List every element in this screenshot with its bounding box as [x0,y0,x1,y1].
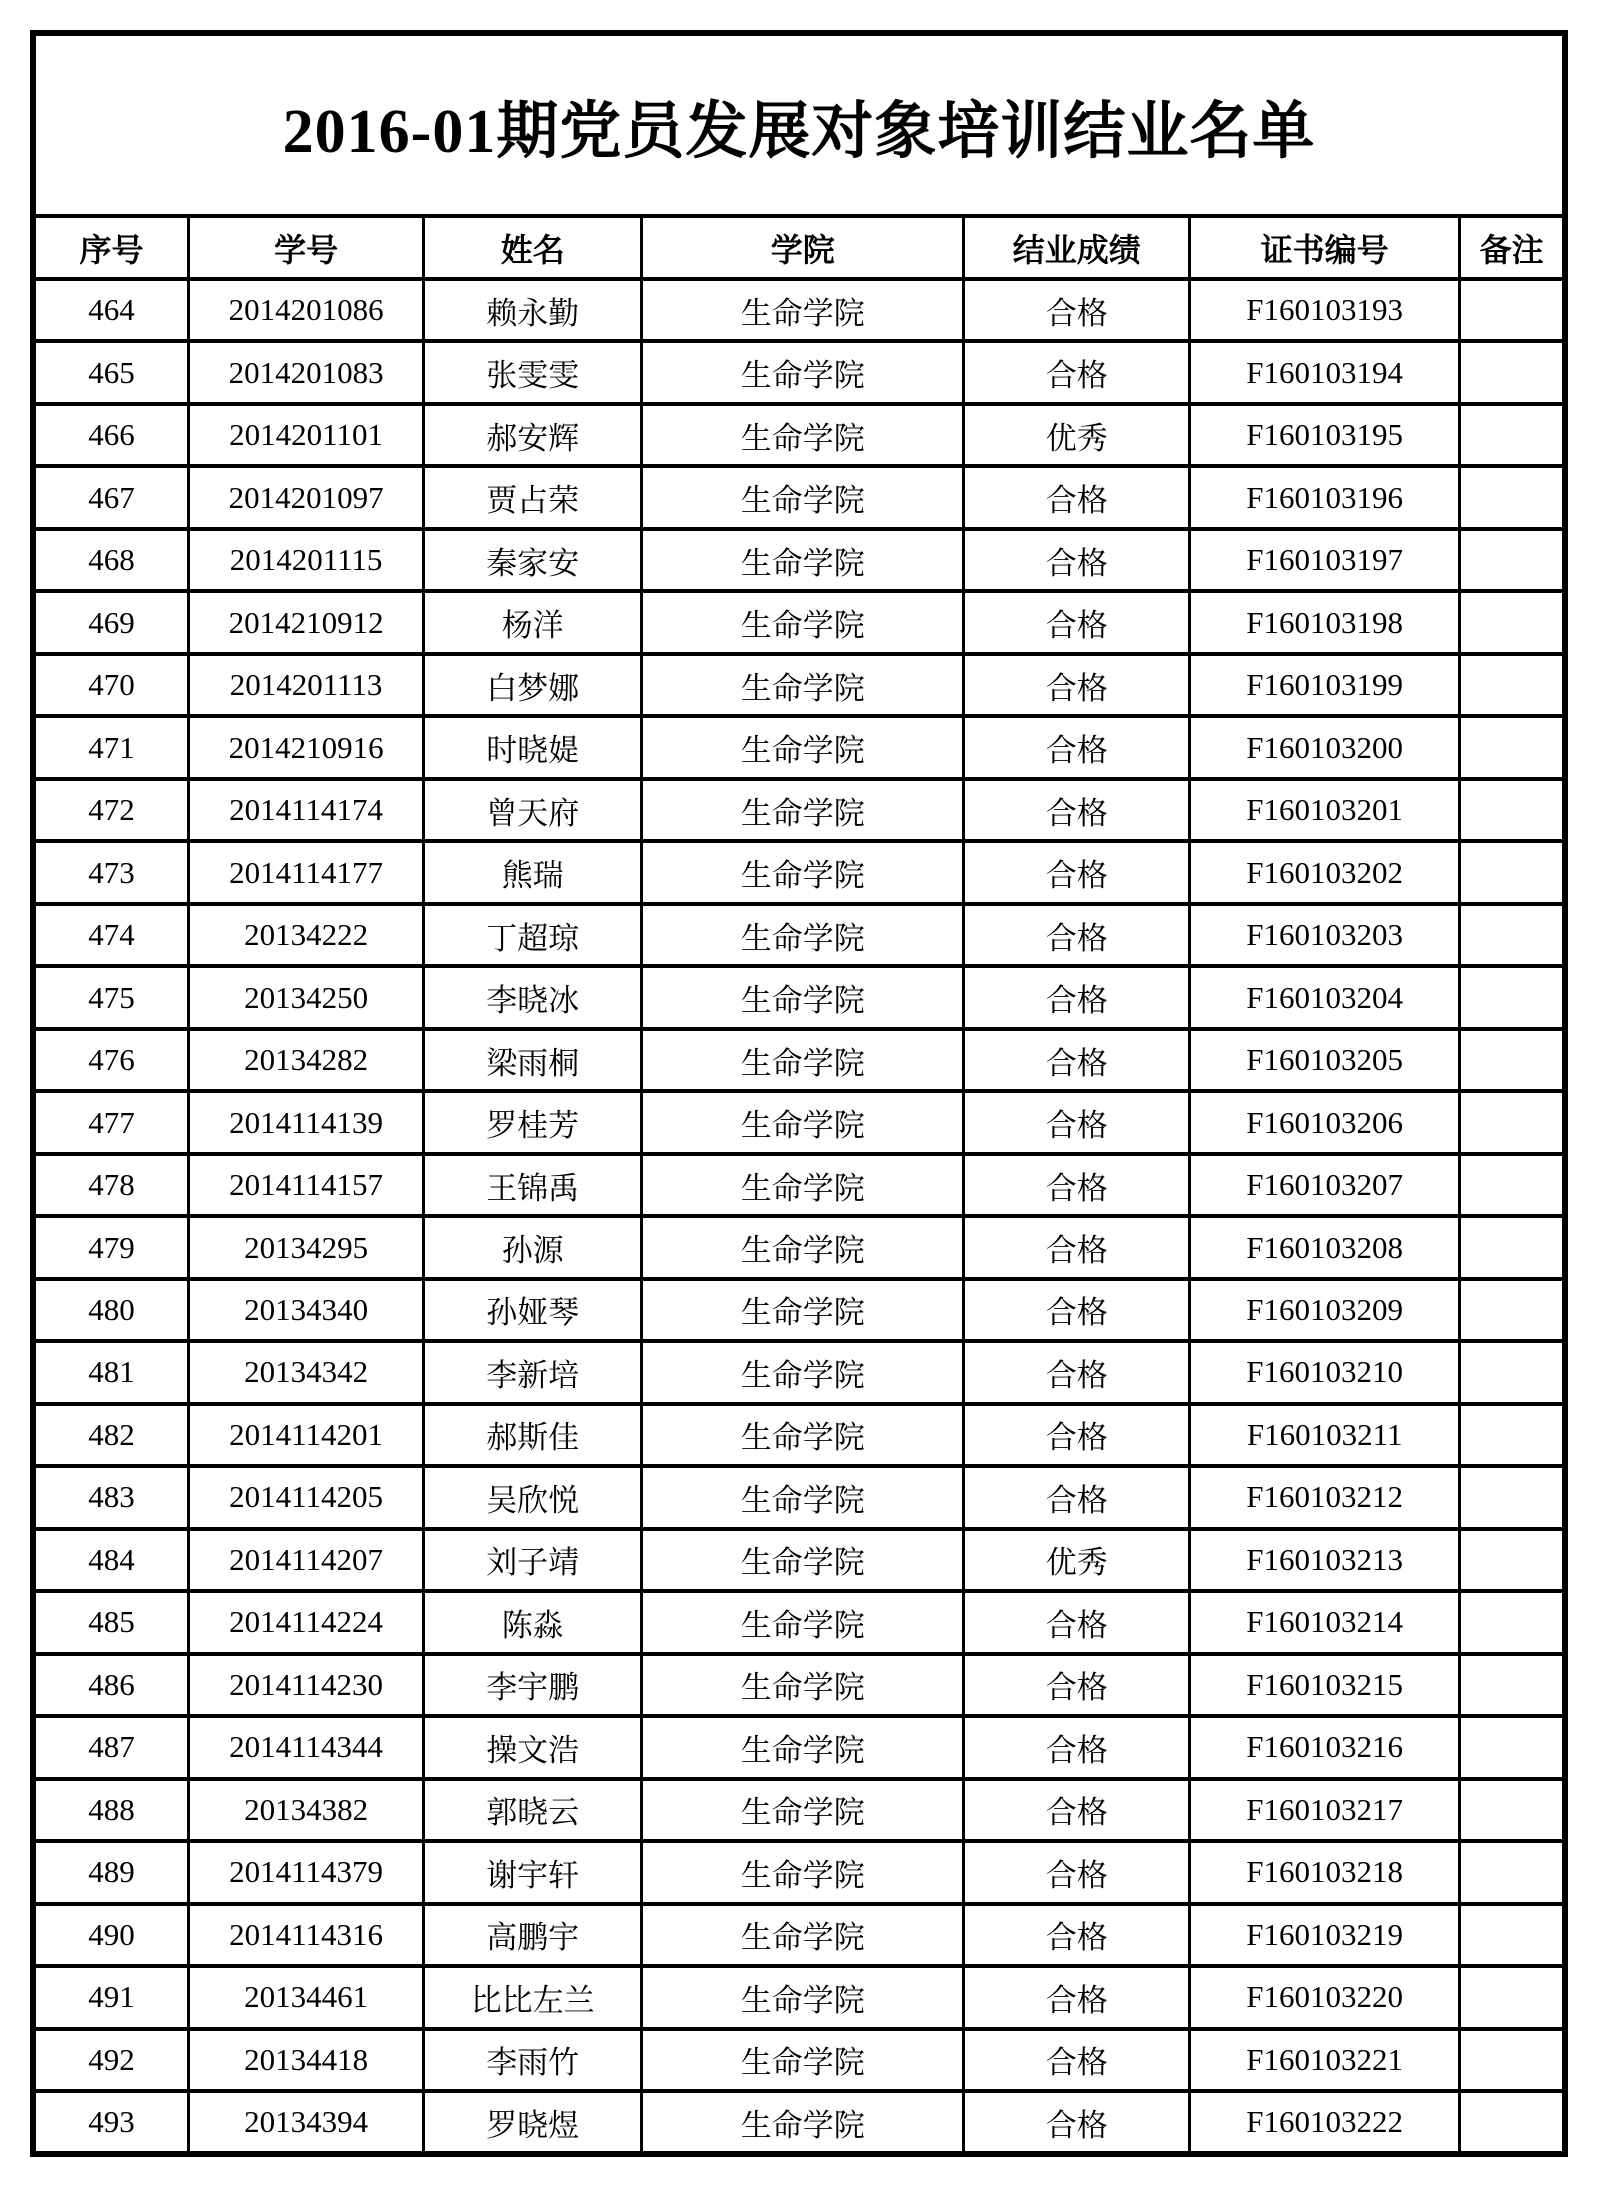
cell-name: 白梦娜 [424,654,642,716]
cell-remark [1460,591,1562,653]
cell-name: 比比左兰 [424,1966,642,2028]
cell-index: 472 [36,779,189,841]
cell-student-id: 2014114379 [189,1841,424,1903]
cell-remark [1460,1716,1562,1778]
table-row [36,529,1562,591]
cell-certificate-no: F160103212 [1190,1466,1460,1528]
cell-student-id: 2014114205 [189,1466,424,1528]
table-row [36,1529,1562,1591]
cell-certificate-no: F160103211 [1190,1404,1460,1466]
cell-name: 杨洋 [424,591,642,653]
cell-student-id: 2014114207 [189,1529,424,1591]
cell-student-id: 2014114157 [189,1154,424,1216]
cell-remark [1460,1279,1562,1341]
cell-index: 490 [36,1904,189,1966]
cell-name: 操文浩 [424,1716,642,1778]
col-header-student-id: 学号 [189,218,424,279]
cell-student-id: 2014114344 [189,1716,424,1778]
cell-grade: 合格 [964,1029,1190,1091]
cell-grade: 合格 [964,654,1190,716]
cell-remark [1460,654,1562,716]
cell-college: 生命学院 [642,529,964,591]
cell-grade: 合格 [964,1404,1190,1466]
cell-grade: 合格 [964,529,1190,591]
cell-college: 生命学院 [642,1154,964,1216]
cell-student-id: 2014201115 [189,529,424,591]
cell-name: 熊瑞 [424,841,642,903]
cell-certificate-no: F160103201 [1190,779,1460,841]
table-row [36,1466,1562,1528]
cell-remark [1460,1779,1562,1841]
cell-college: 生命学院 [642,1466,964,1528]
cell-college: 生命学院 [642,1716,964,1778]
cell-index: 466 [36,404,189,466]
cell-index: 468 [36,529,189,591]
cell-name: 高鹏宇 [424,1904,642,1966]
cell-remark [1460,1529,1562,1591]
cell-student-id: 2014201083 [189,341,424,403]
cell-name: 郭晓云 [424,1779,642,1841]
table-row [36,1591,1562,1653]
cell-certificate-no: F160103220 [1190,1966,1460,2028]
cell-remark [1460,529,1562,591]
table-row [36,1654,1562,1716]
cell-index: 474 [36,904,189,966]
cell-name: 时晓媞 [424,716,642,778]
cell-college: 生命学院 [642,1029,964,1091]
col-header-name: 姓名 [424,218,642,279]
cell-student-id: 2014114177 [189,841,424,903]
cell-grade: 合格 [964,1654,1190,1716]
cell-index: 478 [36,1154,189,1216]
cell-college: 生命学院 [642,1341,964,1403]
cell-certificate-no: F160103199 [1190,654,1460,716]
col-header-college: 学院 [642,218,964,279]
cell-grade: 优秀 [964,404,1190,466]
cell-certificate-no: F160103204 [1190,966,1460,1028]
table-row [36,1029,1562,1091]
cell-remark [1460,1091,1562,1153]
cell-grade: 合格 [964,1154,1190,1216]
table-row [36,466,1562,528]
cell-grade: 合格 [964,2091,1190,2151]
cell-student-id: 20134461 [189,1966,424,2028]
cell-index: 469 [36,591,189,653]
cell-college: 生命学院 [642,1779,964,1841]
cell-name: 秦家安 [424,529,642,591]
cell-grade: 合格 [964,1279,1190,1341]
cell-remark [1460,1841,1562,1903]
cell-remark [1460,716,1562,778]
cell-index: 475 [36,966,189,1028]
table-row [36,1966,1562,2028]
cell-grade: 合格 [964,591,1190,653]
cell-index: 487 [36,1716,189,1778]
table-row [36,779,1562,841]
table-row [36,1216,1562,1278]
cell-name: 罗桂芳 [424,1091,642,1153]
page-title: 2016-01期党员发展对象培训结业名单 [36,36,1562,218]
cell-grade: 合格 [964,779,1190,841]
table-row [36,1341,1562,1403]
cell-college: 生命学院 [642,1841,964,1903]
table-row [36,841,1562,903]
cell-remark [1460,466,1562,528]
cell-index: 481 [36,1341,189,1403]
cell-grade: 合格 [964,841,1190,903]
cell-index: 464 [36,279,189,341]
cell-index: 465 [36,341,189,403]
cell-name: 丁超琼 [424,904,642,966]
cell-name: 郝安辉 [424,404,642,466]
table-row [36,1904,1562,1966]
cell-name: 陈淼 [424,1591,642,1653]
cell-name: 孙娅琴 [424,1279,642,1341]
cell-remark [1460,2091,1562,2151]
cell-remark [1460,904,1562,966]
cell-college: 生命学院 [642,1654,964,1716]
col-header-remark: 备注 [1460,218,1562,279]
cell-remark [1460,779,1562,841]
table-row [36,2029,1562,2091]
cell-certificate-no: F160103215 [1190,1654,1460,1716]
cell-student-id: 2014114174 [189,779,424,841]
cell-grade: 合格 [964,1341,1190,1403]
cell-certificate-no: F160103206 [1190,1091,1460,1153]
table-row [36,1154,1562,1216]
cell-certificate-no: F160103210 [1190,1341,1460,1403]
cell-index: 482 [36,1404,189,1466]
cell-index: 480 [36,1279,189,1341]
table-row [36,1091,1562,1153]
cell-remark [1460,966,1562,1028]
table-row [36,716,1562,778]
cell-name: 赖永勤 [424,279,642,341]
table-row [36,341,1562,403]
cell-index: 467 [36,466,189,528]
table-row [36,1841,1562,1903]
cell-student-id: 20134282 [189,1029,424,1091]
cell-college: 生命学院 [642,2029,964,2091]
cell-college: 生命学院 [642,654,964,716]
col-header-index: 序号 [36,218,189,279]
cell-name: 李宇鹏 [424,1654,642,1716]
table-row [36,404,1562,466]
cell-student-id: 2014114224 [189,1591,424,1653]
table-row [36,904,1562,966]
cell-index: 476 [36,1029,189,1091]
cell-student-id: 2014201113 [189,654,424,716]
cell-name: 郝斯佳 [424,1404,642,1466]
cell-certificate-no: F160103218 [1190,1841,1460,1903]
cell-student-id: 2014201101 [189,404,424,466]
cell-remark [1460,1216,1562,1278]
cell-name: 刘子靖 [424,1529,642,1591]
cell-remark [1460,1341,1562,1403]
cell-certificate-no: F160103195 [1190,404,1460,466]
table-row [36,279,1562,341]
cell-index: 485 [36,1591,189,1653]
table-row [36,1279,1562,1341]
cell-remark [1460,1654,1562,1716]
cell-certificate-no: F160103207 [1190,1154,1460,1216]
cell-certificate-no: F160103193 [1190,279,1460,341]
cell-index: 492 [36,2029,189,2091]
cell-name: 吴欣悦 [424,1466,642,1528]
cell-certificate-no: F160103219 [1190,1904,1460,1966]
cell-college: 生命学院 [642,591,964,653]
cell-name: 谢宇轩 [424,1841,642,1903]
cell-certificate-no: F160103197 [1190,529,1460,591]
cell-name: 王锦禹 [424,1154,642,1216]
cell-grade: 合格 [964,1904,1190,1966]
cell-grade: 合格 [964,341,1190,403]
cell-name: 罗晓煜 [424,2091,642,2151]
cell-student-id: 20134250 [189,966,424,1028]
table-header-row [36,218,1562,279]
cell-certificate-no: F160103213 [1190,1529,1460,1591]
cell-certificate-no: F160103200 [1190,716,1460,778]
cell-college: 生命学院 [642,1904,964,1966]
cell-grade: 合格 [964,904,1190,966]
cell-student-id: 20134222 [189,904,424,966]
cell-certificate-no: F160103209 [1190,1279,1460,1341]
cell-college: 生命学院 [642,1216,964,1278]
cell-name: 李晓冰 [424,966,642,1028]
cell-certificate-no: F160103221 [1190,2029,1460,2091]
cell-grade: 合格 [964,1841,1190,1903]
cell-name: 曾天府 [424,779,642,841]
cell-index: 488 [36,1779,189,1841]
cell-college: 生命学院 [642,2091,964,2151]
cell-college: 生命学院 [642,1529,964,1591]
table-row [36,654,1562,716]
cell-grade: 合格 [964,1466,1190,1528]
col-header-grade: 结业成绩 [964,218,1190,279]
cell-index: 484 [36,1529,189,1591]
cell-certificate-no: F160103203 [1190,904,1460,966]
cell-student-id: 20134394 [189,2091,424,2151]
cell-college: 生命学院 [642,966,964,1028]
cell-index: 470 [36,654,189,716]
cell-grade: 合格 [964,1966,1190,2028]
completion-list-table [36,218,1562,2151]
cell-grade: 合格 [964,2029,1190,2091]
cell-student-id: 20134418 [189,2029,424,2091]
cell-remark [1460,1404,1562,1466]
cell-certificate-no: F160103222 [1190,2091,1460,2151]
cell-student-id: 2014210916 [189,716,424,778]
document-sheet [30,30,1568,2157]
table-body [36,279,1562,2151]
cell-index: 489 [36,1841,189,1903]
cell-certificate-no: F160103217 [1190,1779,1460,1841]
cell-remark [1460,1591,1562,1653]
cell-grade: 优秀 [964,1529,1190,1591]
cell-college: 生命学院 [642,779,964,841]
cell-name: 贾占荣 [424,466,642,528]
cell-remark [1460,841,1562,903]
cell-index: 483 [36,1466,189,1528]
col-header-certificate-no: 证书编号 [1190,218,1460,279]
cell-remark [1460,2029,1562,2091]
table-row [36,1404,1562,1466]
cell-index: 491 [36,1966,189,2028]
cell-name: 李雨竹 [424,2029,642,2091]
cell-grade: 合格 [964,716,1190,778]
cell-college: 生命学院 [642,841,964,903]
cell-college: 生命学院 [642,1966,964,2028]
cell-name: 张雯雯 [424,341,642,403]
cell-remark [1460,1029,1562,1091]
cell-name: 李新培 [424,1341,642,1403]
cell-index: 479 [36,1216,189,1278]
cell-name: 梁雨桐 [424,1029,642,1091]
cell-student-id: 20134342 [189,1341,424,1403]
cell-name: 孙源 [424,1216,642,1278]
cell-grade: 合格 [964,1779,1190,1841]
cell-college: 生命学院 [642,341,964,403]
cell-remark [1460,1154,1562,1216]
cell-index: 471 [36,716,189,778]
cell-student-id: 2014114230 [189,1654,424,1716]
cell-student-id: 2014114139 [189,1091,424,1153]
cell-college: 生命学院 [642,1091,964,1153]
table-row [36,1716,1562,1778]
cell-college: 生命学院 [642,1404,964,1466]
cell-college: 生命学院 [642,404,964,466]
cell-remark [1460,1466,1562,1528]
cell-certificate-no: F160103208 [1190,1216,1460,1278]
table-row [36,1779,1562,1841]
cell-remark [1460,1966,1562,2028]
cell-student-id: 2014114316 [189,1904,424,1966]
cell-index: 473 [36,841,189,903]
cell-certificate-no: F160103196 [1190,466,1460,528]
cell-certificate-no: F160103202 [1190,841,1460,903]
cell-student-id: 2014201086 [189,279,424,341]
table-row [36,591,1562,653]
cell-certificate-no: F160103194 [1190,341,1460,403]
cell-college: 生命学院 [642,716,964,778]
cell-certificate-no: F160103214 [1190,1591,1460,1653]
cell-certificate-no: F160103205 [1190,1029,1460,1091]
cell-remark [1460,279,1562,341]
cell-student-id: 2014210912 [189,591,424,653]
cell-remark [1460,404,1562,466]
cell-grade: 合格 [964,966,1190,1028]
cell-grade: 合格 [964,1591,1190,1653]
table-row [36,2091,1562,2151]
cell-student-id: 20134295 [189,1216,424,1278]
cell-grade: 合格 [964,1091,1190,1153]
cell-index: 486 [36,1654,189,1716]
cell-college: 生命学院 [642,279,964,341]
cell-college: 生命学院 [642,466,964,528]
cell-student-id: 2014114201 [189,1404,424,1466]
cell-student-id: 20134340 [189,1279,424,1341]
cell-grade: 合格 [964,1216,1190,1278]
cell-grade: 合格 [964,1716,1190,1778]
cell-remark [1460,341,1562,403]
cell-college: 生命学院 [642,1279,964,1341]
cell-certificate-no: F160103216 [1190,1716,1460,1778]
table-row [36,966,1562,1028]
cell-remark [1460,1904,1562,1966]
cell-index: 477 [36,1091,189,1153]
cell-grade: 合格 [964,466,1190,528]
cell-student-id: 20134382 [189,1779,424,1841]
cell-grade: 合格 [964,279,1190,341]
cell-college: 生命学院 [642,1591,964,1653]
cell-index: 493 [36,2091,189,2151]
cell-certificate-no: F160103198 [1190,591,1460,653]
cell-student-id: 2014201097 [189,466,424,528]
cell-college: 生命学院 [642,904,964,966]
